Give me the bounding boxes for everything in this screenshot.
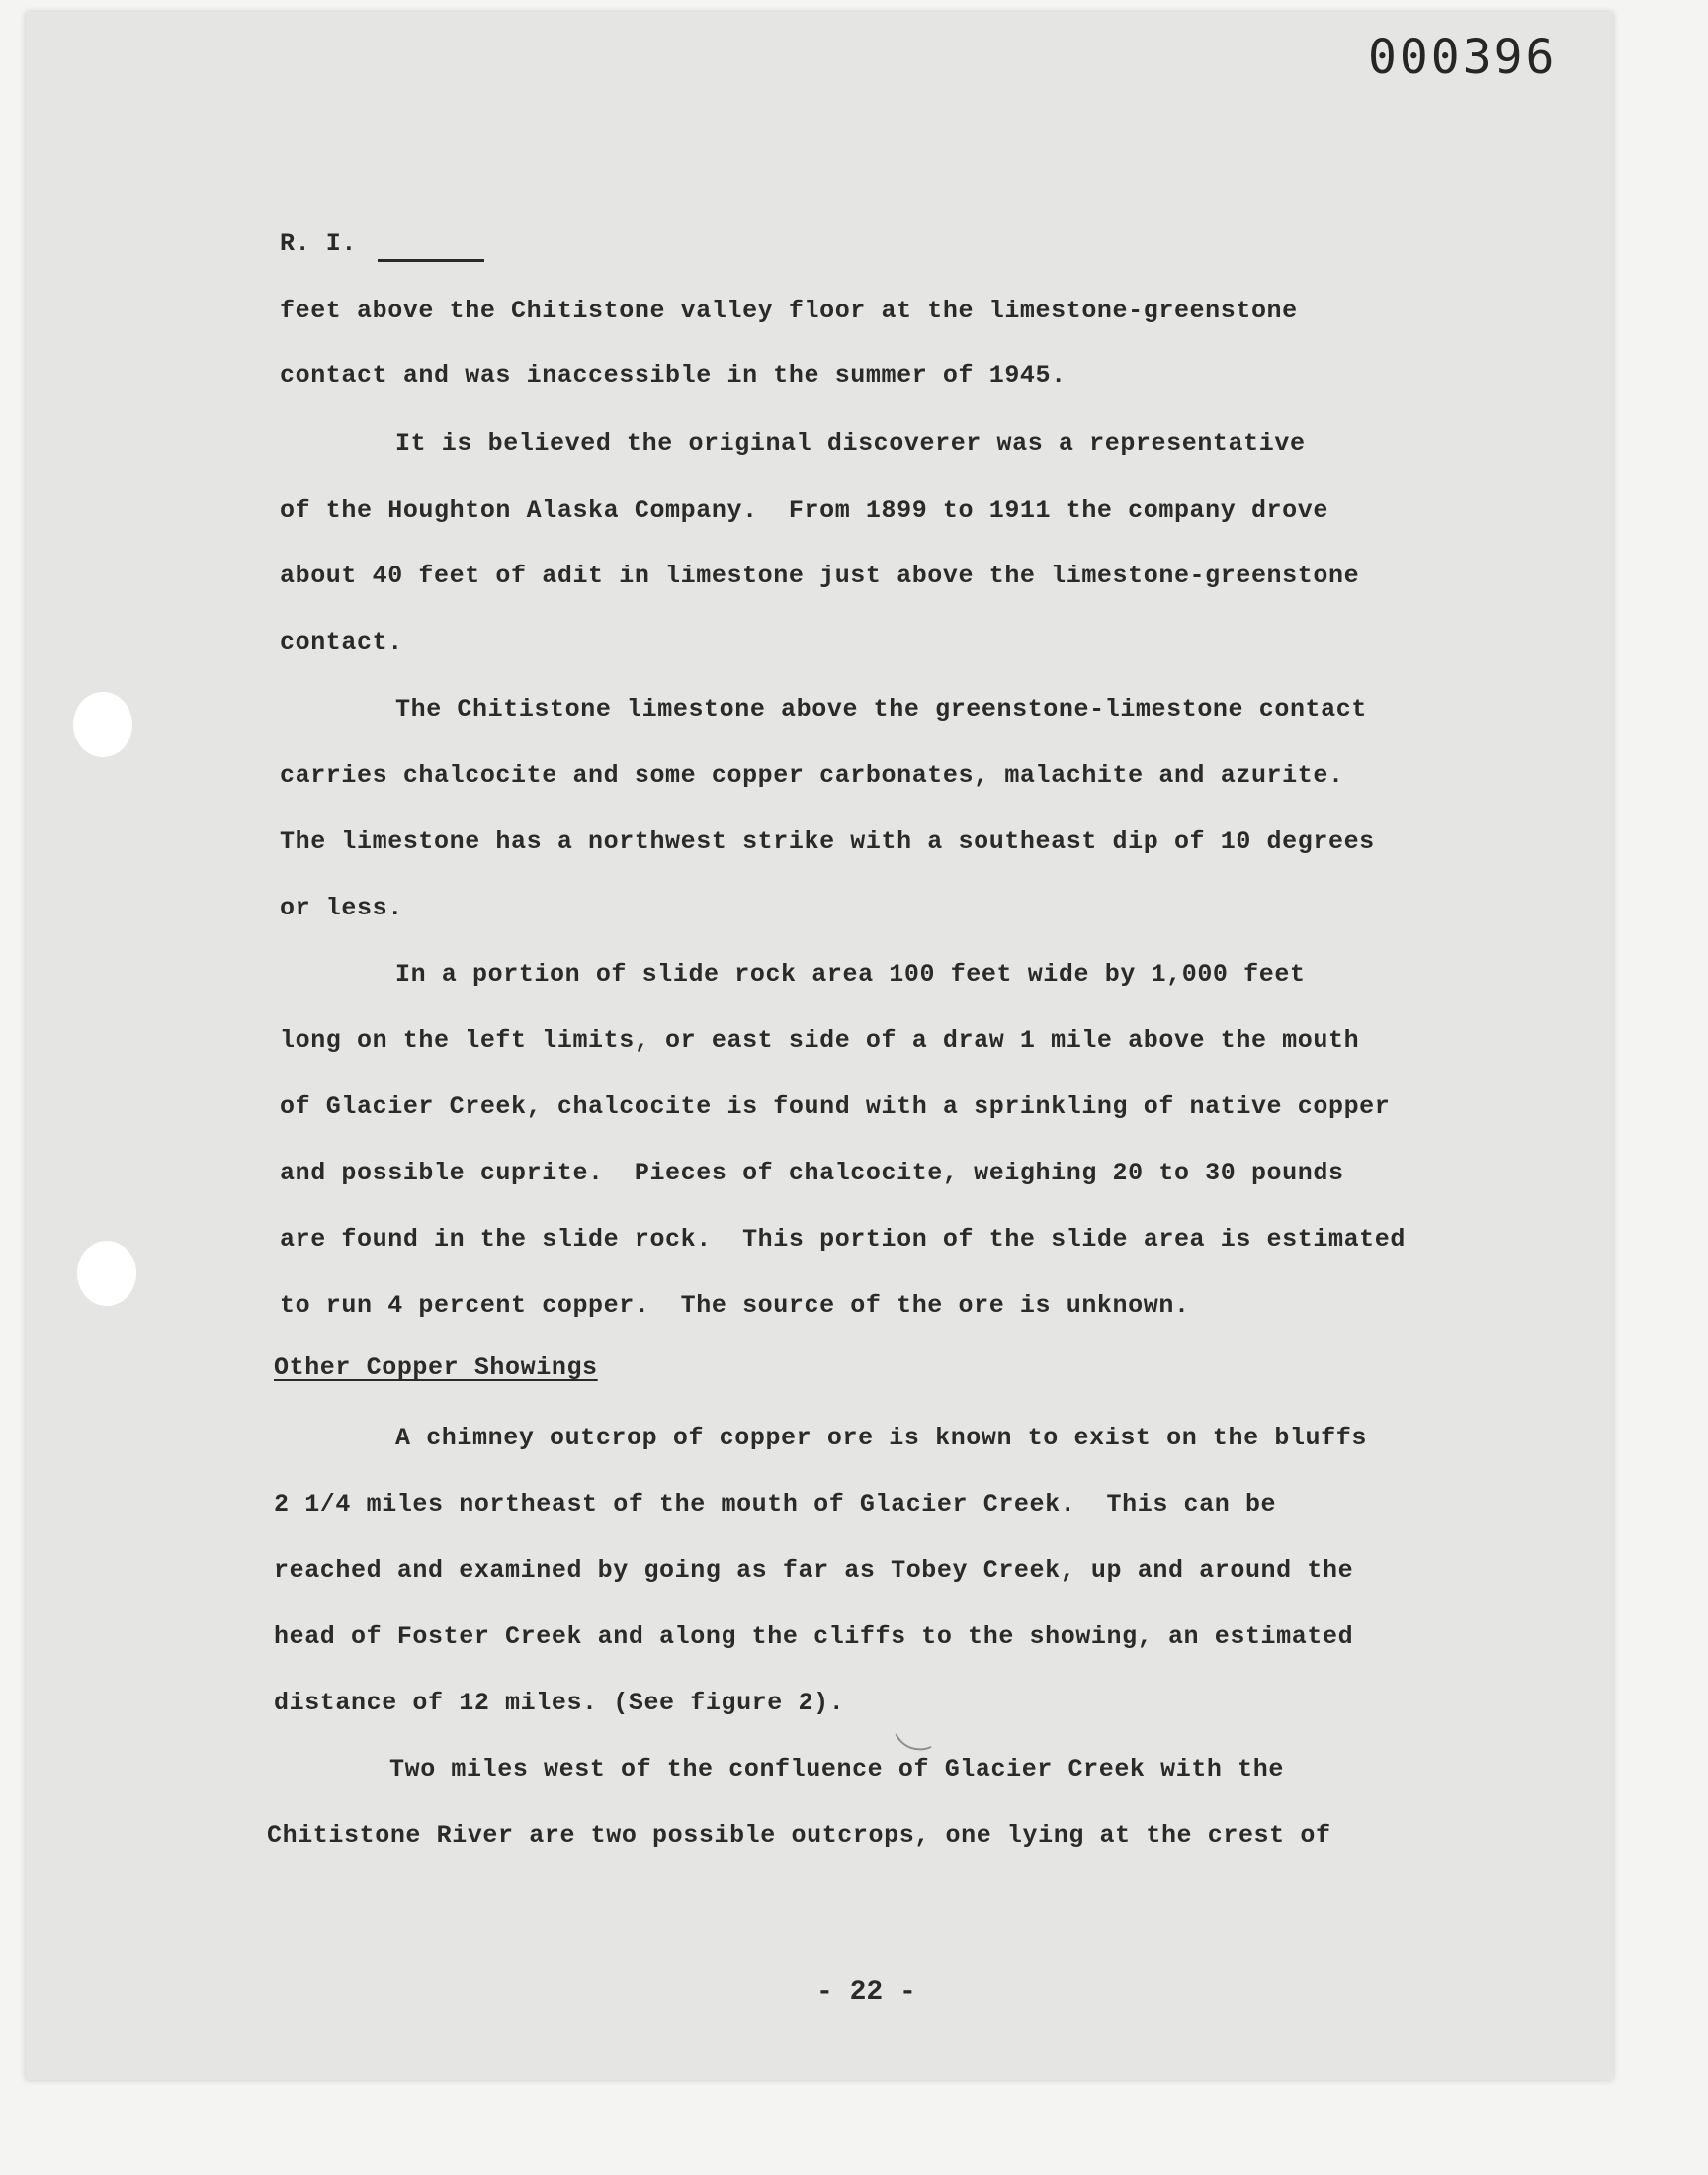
- text-line: contact and was inaccessible in the summer of 1945.: [280, 361, 1067, 390]
- text-line: or less.: [280, 894, 403, 922]
- text-line: are found in the slide rock. This portion of the slide area is estimated: [280, 1225, 1406, 1254]
- text-line: It is believed the original discoverer was a representative: [395, 429, 1306, 458]
- report-number-blank: [378, 259, 484, 262]
- report-header-label: R. I.: [280, 229, 358, 258]
- text-line: of the Houghton Alaska Company. From 1899 to 1911 the company drove: [280, 496, 1328, 525]
- text-line: feet above the Chitistone valley floor at the limestone-greenstone: [280, 297, 1298, 325]
- text-line: In a portion of slide rock area 100 feet wide by 1,000 feet: [395, 960, 1306, 989]
- text-line: and possible cuprite. Pieces of chalcocite, weighing 20 to 30 pounds: [280, 1159, 1344, 1187]
- text-line: reached and examined by going as far as Tobey Creek, up and around the: [274, 1556, 1354, 1585]
- page-number: - 22 -: [816, 1977, 916, 2008]
- text-line: about 40 feet of adit in limestone just above the limestone-greenstone: [280, 562, 1360, 590]
- text-line: head of Foster Creek and along the cliffs to the showing, an estimated: [274, 1622, 1354, 1651]
- text-line: 2 1/4 miles northeast of the mouth of Glacier Creek. This can be: [274, 1490, 1277, 1519]
- text-line: The limestone has a northwest strike with a southeast dip of 10 degrees: [280, 827, 1375, 856]
- text-line: distance of 12 miles. (See figure 2).: [274, 1689, 845, 1717]
- punch-hole-upper: [73, 692, 132, 757]
- text-line: carries chalcocite and some copper carbonates, malachite and azurite.: [280, 761, 1344, 790]
- section-heading: Other Copper Showings: [274, 1353, 598, 1382]
- text-line: Two miles west of the confluence of Glacier Creek with the: [389, 1755, 1284, 1784]
- text-line: A chimney outcrop of copper ore is known to exist on the bluffs: [395, 1424, 1367, 1452]
- text-line: to run 4 percent copper. The source of the ore is unknown.: [280, 1291, 1190, 1320]
- text-line: Chitistone River are two possible outcrops, one lying at the crest of: [267, 1821, 1331, 1850]
- text-line: long on the left limits, or east side of a draw 1 mile above the mouth: [280, 1026, 1360, 1055]
- text-line: contact.: [280, 628, 403, 656]
- text-line: of Glacier Creek, chalcocite is found with a sprinkling of native copper: [280, 1092, 1391, 1121]
- text-line: The Chitistone limestone above the greenstone-limestone contact: [395, 695, 1367, 724]
- document-number-stamp: 000396: [1368, 30, 1558, 85]
- punch-hole-lower: [77, 1241, 136, 1306]
